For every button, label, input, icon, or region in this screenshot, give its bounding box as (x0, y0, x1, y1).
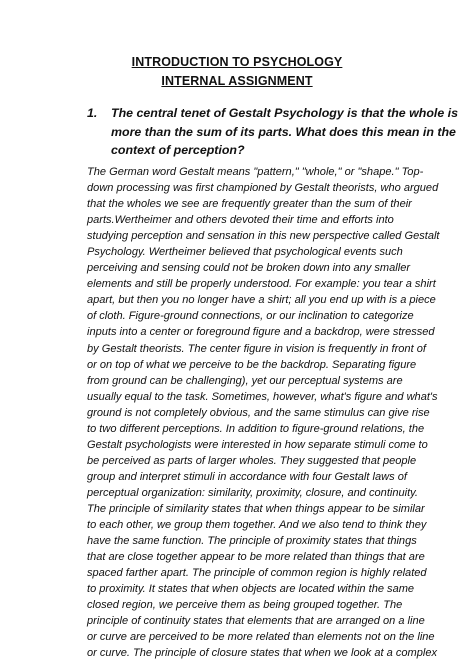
paragraph-line: or curve are perceived to be more related than elements not on the line (87, 631, 435, 644)
paragraph-line: have the same function. The principle of proximity states that things (87, 535, 417, 548)
question-line: context of perception? (111, 143, 245, 157)
paragraph-line: or on top of what we perceive to be the backdrop. Separating figure (87, 358, 417, 371)
paragraph-line: Psychology. Wertheimer believed that psychological events such (87, 246, 403, 259)
paragraph-line: inputs into a center or foreground figure and a backdrop, were stressed (87, 326, 435, 339)
paragraph-line: elements and still be properly understood. For example: you tear a shirt (87, 278, 436, 291)
paragraph-line: perceptual organization: similarity, proximity, closure, and continuity. (87, 486, 418, 499)
paragraph-line: The principle of similarity states that when things appear to be similar (87, 502, 425, 515)
paragraph-line: by Gestalt theorists. The center figure in vision is frequently in front of (87, 342, 426, 355)
paragraph-line: usually equal to the task. Sometimes, however, what's figure and what's (87, 390, 438, 403)
paragraph-line: perceiving and sensing could not be broken down into any smaller (87, 262, 411, 275)
paragraph-line: or curve. The principle of closure states that when we look at a complex (87, 647, 437, 660)
paragraph-line: that are close together appear to be more related than things that are (87, 551, 425, 564)
document-title: INTRODUCTION TO PSYCHOLOGY (131, 55, 343, 69)
paragraph-line: of cloth. Figure-ground connections, or our inclination to categorize (87, 310, 414, 323)
document-subtitle: INTERNAL ASSIGNMENT (161, 74, 313, 88)
paragraph-line: to proximity. It states that when objects are located within the same (87, 583, 415, 596)
paragraph-line: Gestalt psychologists were interested in how separate stimuli come to (87, 438, 428, 451)
paragraph-line: to two different perceptions. In addition to figure-ground relations, the (87, 422, 425, 435)
paragraph-line: The German word Gestalt means "pattern," "whole," or "shape." Top- (87, 166, 424, 178)
paragraph-line: be perceived as parts of larger wholes. They suggested that people (87, 454, 417, 467)
paragraph-line: to each other, we group them together. And we also tend to think they (87, 519, 427, 532)
paragraph-line: ground is not completely obvious, and the same stimulus can give rise (87, 406, 430, 419)
paragraph-line: spaced farther apart. The principle of common region is highly related (87, 567, 427, 580)
question-text (111, 104, 459, 160)
paragraph-line: parts.Wertheimer and others devoted their time and efforts into (87, 214, 394, 227)
paragraph-line: studying perception and sensation in this new perspective called Gestalt (87, 230, 440, 243)
paragraph-line: closed region, we perceive them as being grouped together. The (87, 599, 403, 612)
question-number: 1. (87, 106, 98, 120)
paragraph-line: principle of continuity states that elements that are arranged on a line (87, 615, 425, 628)
paragraph-line: down processing was first championed by Gestalt theorists, who argued (87, 182, 439, 195)
question-line: The central tenet of Gestalt Psychology is that the whole is (111, 106, 459, 120)
paragraph-line: from ground can be challenging), yet our perceptual systems are (87, 374, 403, 387)
question-line: more than the sum of its parts. What does this mean in the (111, 124, 456, 139)
paragraph-line: group and interpret stimuli in accordance with four Gestalt laws of (87, 470, 407, 483)
paragraph-line: that the wholes we see are frequently greater than the sum of their (87, 198, 412, 211)
answer-paragraph (87, 164, 440, 661)
paragraph-line: apart, but then you no longer have a shirt; all you end up with is a piece (87, 294, 436, 307)
